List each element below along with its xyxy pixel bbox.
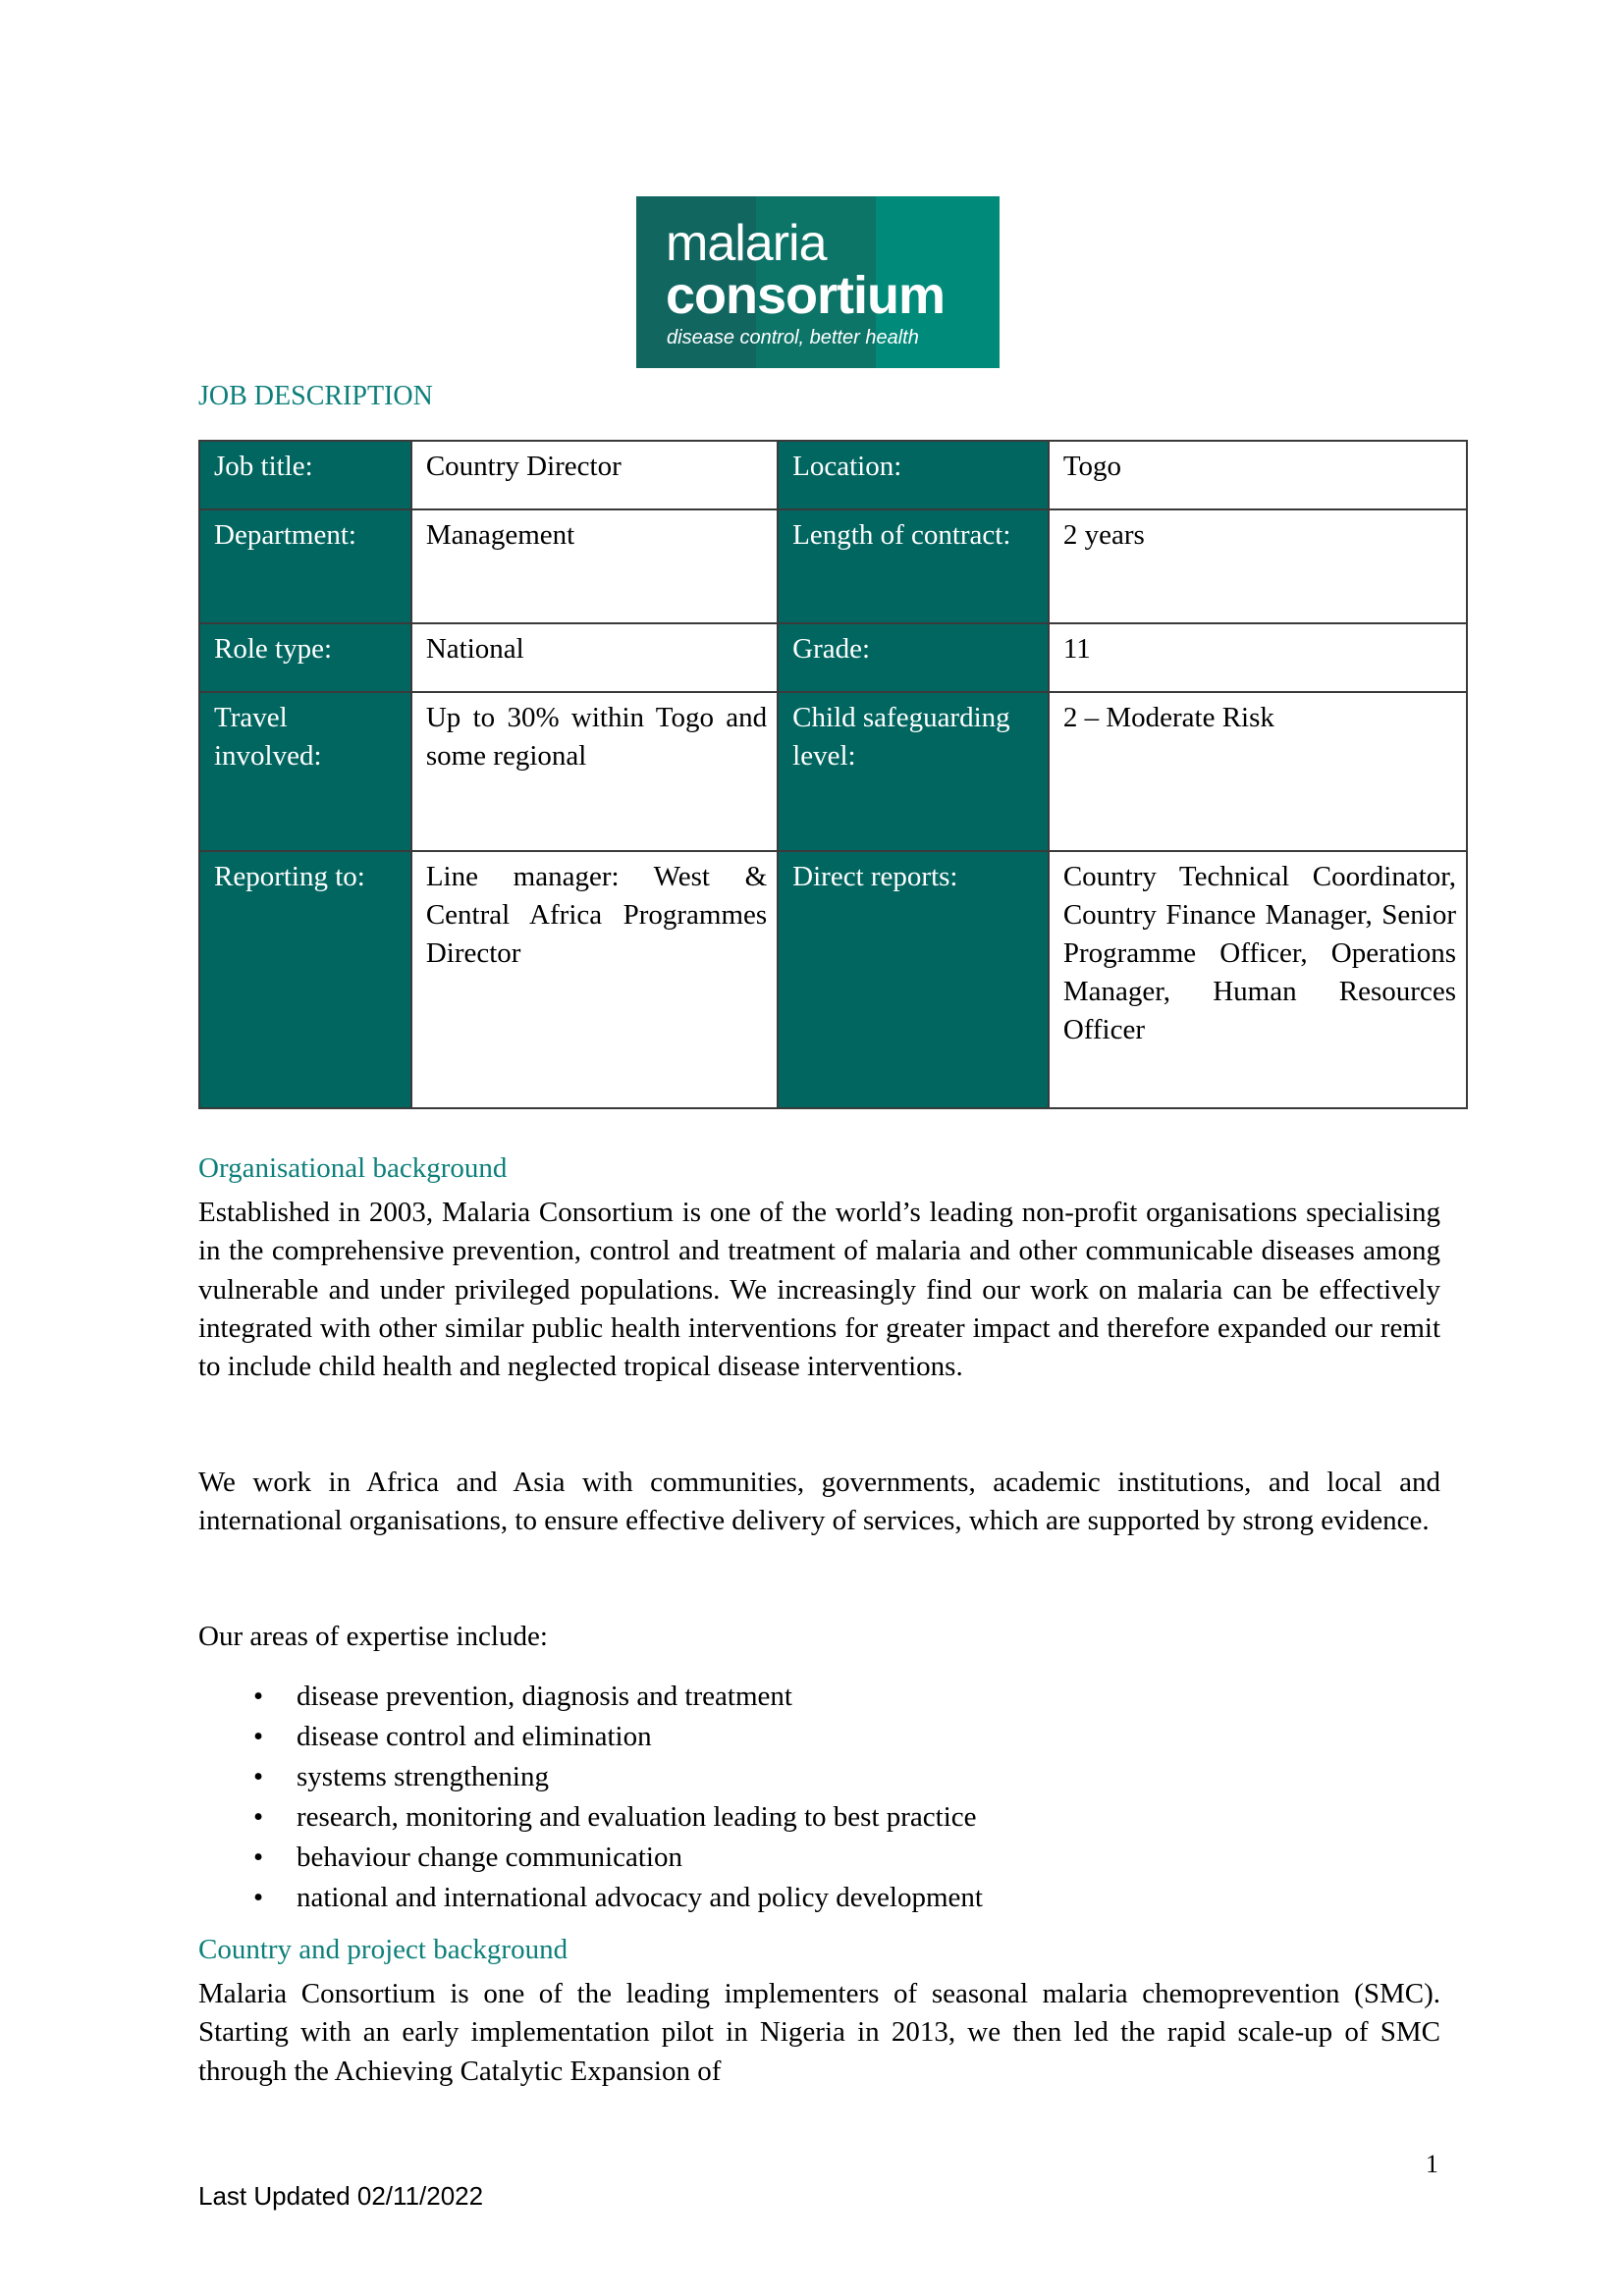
table-row bbox=[199, 441, 1467, 509]
role-type-value: National bbox=[411, 623, 778, 692]
section-heading-country-and-project-background: Country and project background bbox=[198, 1934, 568, 1965]
reporting-to-label: Reporting to: bbox=[199, 851, 411, 1108]
travel-involved-label: Travel involved: bbox=[199, 692, 411, 851]
role-type-label: Role type: bbox=[199, 623, 411, 692]
grade-label: Grade: bbox=[778, 623, 1049, 692]
bullet-icon: • bbox=[253, 1761, 264, 1792]
list-item: • national and international advocacy and policy development bbox=[198, 1878, 983, 1918]
grade-value: 11 bbox=[1049, 623, 1467, 692]
table-row bbox=[199, 692, 1467, 851]
table-row bbox=[199, 509, 1467, 623]
child-safeguarding-level-value: 2 – Moderate Risk bbox=[1049, 692, 1467, 851]
bullet-icon: • bbox=[253, 1681, 264, 1712]
areas-of-expertise-list bbox=[198, 1677, 983, 1918]
location-label: Location: bbox=[778, 441, 1049, 509]
org-background-paragraph-2: We work in Africa and Asia with communities, governments, academic institutions, and local and international organisations, to ensure effective delivery of services, which are supported by strong evidence. bbox=[198, 1467, 1440, 1537]
table-row bbox=[199, 851, 1467, 1108]
page-number: 1 bbox=[1426, 2150, 1438, 2178]
direct-reports-value: Country Technical Coordinator, Country Finance Manager, Senior Programme Officer, Operations Manager, Human Resources Officer bbox=[1049, 851, 1467, 1108]
areas-of-expertise-intro: Our areas of expertise include: bbox=[198, 1621, 548, 1652]
job-title-label: Job title: bbox=[199, 441, 411, 509]
bullet-icon: • bbox=[253, 1842, 264, 1873]
section-heading-organisational-background: Organisational background bbox=[198, 1152, 508, 1184]
list-item: • behaviour change communication bbox=[198, 1838, 983, 1878]
job-info-table bbox=[198, 440, 1468, 1109]
last-updated-footer: Last Updated 02/11/2022 bbox=[198, 2181, 484, 2211]
table-row bbox=[199, 623, 1467, 692]
length-of-contract-value: 2 years bbox=[1049, 509, 1467, 623]
department-label: Department: bbox=[199, 509, 411, 623]
department-value: Management bbox=[411, 509, 778, 623]
country-background-paragraph-1: Malaria Consortium is one of the leading implementers of seasonal malaria chemoprevention (SMC). Starting with an early implementation pilot in Nigeria in 2013, we then led the rapid scale-up of SMC through the Achieving Catalytic Expansion of bbox=[198, 1978, 1440, 2087]
direct-reports-label: Direct reports: bbox=[778, 851, 1049, 1108]
location-value: Togo bbox=[1049, 441, 1467, 509]
bullet-icon: • bbox=[253, 1801, 264, 1833]
list-item: • disease control and elimination bbox=[198, 1717, 983, 1757]
job-title-value: Country Director bbox=[411, 441, 778, 509]
malaria-consortium-logo bbox=[636, 196, 1000, 368]
document-title: JOB DESCRIPTION bbox=[198, 381, 433, 411]
list-item: • disease prevention, diagnosis and treatment bbox=[198, 1677, 983, 1717]
logo-line-malaria: malaria bbox=[666, 215, 827, 272]
list-item: • research, monitoring and evaluation leading to best practice bbox=[198, 1797, 983, 1838]
logo-line-consortium: consortium bbox=[666, 266, 946, 325]
org-background-paragraph-1: Established in 2003, Malaria Consortium is one of the world’s leading non-profit organisations specialising in the comprehensive prevention, control and treatment of malaria and other communicable diseases among vulnerable and under privileged populations. We increasingly find our work on malaria can be effectively integrated with other similar public health interventions for greater impact and therefore expanded our remit to include child health and neglected tropical disease interventions. bbox=[198, 1197, 1440, 1383]
reporting-to-value: Line manager: West & Central Africa Programmes Director bbox=[411, 851, 778, 1108]
logo-tagline: disease control, better health bbox=[667, 327, 919, 348]
list-item: • systems strengthening bbox=[198, 1757, 983, 1797]
bullet-icon: • bbox=[253, 1882, 264, 1913]
child-safeguarding-level-label: Child safeguarding level: bbox=[778, 692, 1049, 851]
length-of-contract-label: Length of contract: bbox=[778, 509, 1049, 623]
travel-involved-value: Up to 30% within Togo and some regional bbox=[411, 692, 778, 851]
bullet-icon: • bbox=[253, 1721, 264, 1752]
